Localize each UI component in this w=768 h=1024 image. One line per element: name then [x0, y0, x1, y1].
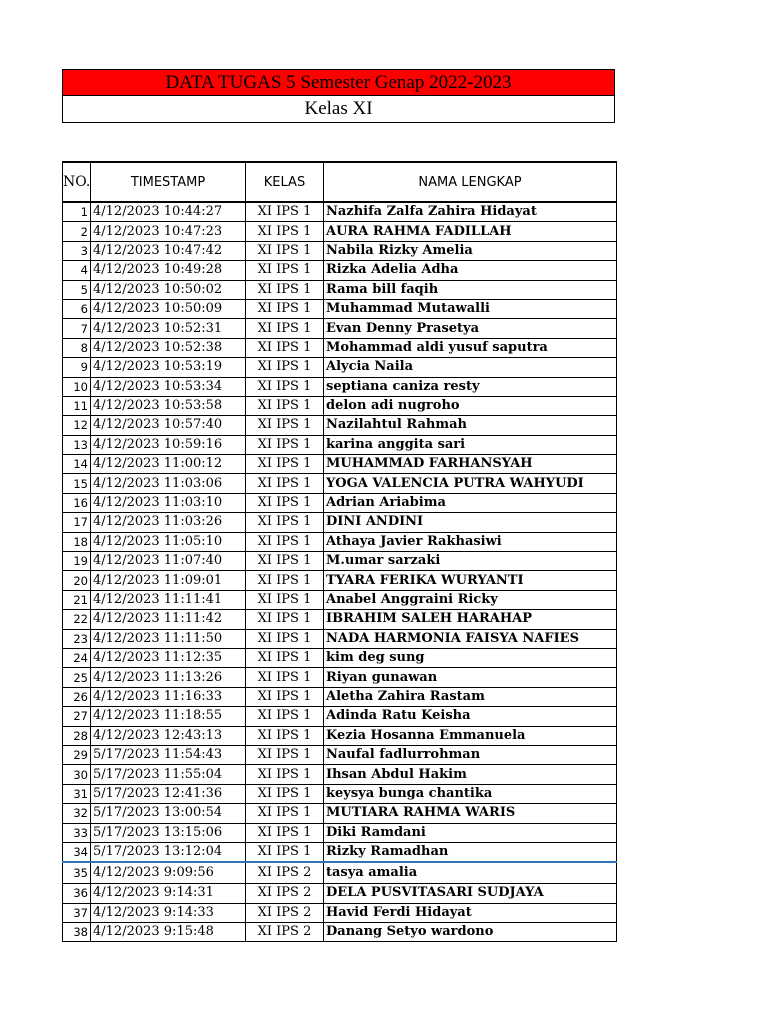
timestamp-cell[interactable]: 4/12/2023 10:49:28: [91, 261, 246, 280]
data-table: [62, 161, 617, 942]
table-row: [63, 455, 617, 474]
kelas-cell[interactable]: XI IPS 1: [246, 474, 324, 493]
timestamp-cell[interactable]: 4/12/2023 10:44:27: [91, 202, 246, 222]
nama-cell[interactable]: Athaya Javier Rakhasiwi: [324, 532, 617, 551]
row-number-cell[interactable]: 34: [63, 842, 91, 862]
table-row: [63, 435, 617, 454]
kelas-cell[interactable]: XI IPS 1: [246, 222, 324, 241]
kelas-cell[interactable]: XI IPS 1: [246, 377, 324, 396]
kelas-cell[interactable]: XI IPS 2: [246, 884, 324, 903]
timestamp-cell[interactable]: 5/17/2023 13:00:54: [91, 804, 246, 823]
table-row: [63, 804, 617, 823]
row-number-cell[interactable]: 21: [63, 590, 91, 609]
row-number-cell[interactable]: 36: [63, 884, 91, 903]
column-header-no: NO.: [63, 162, 91, 202]
nama-cell[interactable]: NADA HARMONIA FAISYA NAFIES: [324, 629, 617, 648]
timestamp-cell[interactable]: 5/17/2023 13:12:04: [91, 842, 246, 862]
kelas-cell[interactable]: XI IPS 1: [246, 823, 324, 842]
kelas-cell[interactable]: XI IPS 1: [246, 396, 324, 415]
nama-cell[interactable]: keysya bunga chantika: [324, 784, 617, 803]
timestamp-cell[interactable]: 4/12/2023 9:14:31: [91, 884, 246, 903]
table-row: [63, 493, 617, 512]
timestamp-cell[interactable]: 4/12/2023 10:59:16: [91, 435, 246, 454]
nama-cell[interactable]: Diki Ramdani: [324, 823, 617, 842]
table-row: [63, 552, 617, 571]
kelas-cell[interactable]: XI IPS 1: [246, 842, 324, 862]
table-row: [63, 823, 617, 842]
column-header-timestamp: TIMESTAMP: [91, 162, 246, 202]
kelas-cell[interactable]: XI IPS 1: [246, 455, 324, 474]
nama-cell[interactable]: Evan Denny Prasetya: [324, 319, 617, 338]
row-number-cell[interactable]: 23: [63, 629, 91, 648]
row-number-cell[interactable]: 38: [63, 923, 91, 942]
row-number-cell[interactable]: 8: [63, 338, 91, 357]
nama-cell[interactable]: Rama bill faqih: [324, 280, 617, 299]
row-number-cell[interactable]: 13: [63, 435, 91, 454]
nama-cell[interactable]: Adrian Ariabima: [324, 493, 617, 512]
row-number-cell[interactable]: 26: [63, 687, 91, 706]
kelas-cell[interactable]: XI IPS 1: [246, 319, 324, 338]
nama-cell[interactable]: Mohammad aldi yusuf saputra: [324, 338, 617, 357]
timestamp-cell[interactable]: 4/12/2023 10:50:02: [91, 280, 246, 299]
table-row: [63, 571, 617, 590]
timestamp-cell[interactable]: 4/12/2023 10:47:23: [91, 222, 246, 241]
nama-cell[interactable]: karina anggita sari: [324, 435, 617, 454]
kelas-cell[interactable]: XI IPS 2: [246, 923, 324, 942]
nama-cell[interactable]: Adinda Ratu Keisha: [324, 707, 617, 726]
table-row: [63, 261, 617, 280]
table-row: [63, 707, 617, 726]
kelas-cell[interactable]: XI IPS 2: [246, 862, 324, 884]
kelas-cell[interactable]: XI IPS 1: [246, 590, 324, 609]
nama-cell[interactable]: MUHAMMAD FARHANSYAH: [324, 455, 617, 474]
timestamp-cell[interactable]: 4/12/2023 9:09:56: [91, 862, 246, 884]
timestamp-cell[interactable]: 4/12/2023 11:11:41: [91, 590, 246, 609]
row-number-cell[interactable]: 22: [63, 610, 91, 629]
nama-cell[interactable]: Nabila Rizky Amelia: [324, 241, 617, 260]
nama-cell[interactable]: Naufal fadlurrohman: [324, 745, 617, 764]
nama-cell[interactable]: Kezia Hosanna Emmanuela: [324, 726, 617, 745]
kelas-cell[interactable]: XI IPS 1: [246, 280, 324, 299]
row-number-cell[interactable]: 28: [63, 726, 91, 745]
kelas-cell[interactable]: XI IPS 2: [246, 903, 324, 922]
row-number-cell[interactable]: 33: [63, 823, 91, 842]
table-row: [63, 532, 617, 551]
nama-cell[interactable]: septiana caniza resty: [324, 377, 617, 396]
nama-cell[interactable]: Riyan gunawan: [324, 668, 617, 687]
row-number-cell[interactable]: 35: [63, 862, 91, 884]
row-number-cell[interactable]: 29: [63, 745, 91, 764]
table-row: [63, 610, 617, 629]
table-row: [63, 396, 617, 415]
kelas-cell[interactable]: XI IPS 1: [246, 493, 324, 512]
nama-cell[interactable]: Aletha Zahira Rastam: [324, 687, 617, 706]
timestamp-cell[interactable]: 4/12/2023 10:52:38: [91, 338, 246, 357]
kelas-cell[interactable]: XI IPS 1: [246, 745, 324, 764]
table-row: [63, 726, 617, 745]
row-number-cell[interactable]: 37: [63, 903, 91, 922]
table-row: [63, 687, 617, 706]
kelas-cell[interactable]: XI IPS 1: [246, 435, 324, 454]
sheet-subtitle: [62, 96, 615, 123]
timestamp-cell[interactable]: 4/12/2023 11:07:40: [91, 552, 246, 571]
table-body: [63, 202, 617, 942]
row-number-cell[interactable]: 24: [63, 648, 91, 667]
row-number-cell[interactable]: 14: [63, 455, 91, 474]
timestamp-cell[interactable]: 4/12/2023 10:57:40: [91, 416, 246, 435]
timestamp-cell[interactable]: 4/12/2023 11:13:26: [91, 668, 246, 687]
timestamp-cell[interactable]: 4/12/2023 11:03:26: [91, 513, 246, 532]
timestamp-cell[interactable]: 5/17/2023 12:41:36: [91, 784, 246, 803]
timestamp-cell[interactable]: 4/12/2023 11:00:12: [91, 455, 246, 474]
table-row: [63, 648, 617, 667]
nama-cell[interactable]: Danang Setyo wardono: [324, 923, 617, 942]
sheet-title-text: DATA TUGAS 5 Semester Genap 2022-2023: [165, 71, 512, 93]
kelas-cell[interactable]: XI IPS 1: [246, 261, 324, 280]
table-row: [63, 338, 617, 357]
nama-cell[interactable]: IBRAHIM SALEH HARAHAP: [324, 610, 617, 629]
nama-cell[interactable]: MUTIARA RAHMA WARIS: [324, 804, 617, 823]
nama-cell[interactable]: Havid Ferdi Hidayat: [324, 903, 617, 922]
timestamp-cell[interactable]: 4/12/2023 11:18:55: [91, 707, 246, 726]
timestamp-cell[interactable]: 4/12/2023 11:16:33: [91, 687, 246, 706]
table-row: [63, 513, 617, 532]
timestamp-cell[interactable]: 4/12/2023 11:12:35: [91, 648, 246, 667]
nama-cell[interactable]: Rizky Ramadhan: [324, 842, 617, 862]
table-row: [63, 862, 617, 884]
row-number-cell[interactable]: 10: [63, 377, 91, 396]
row-number-cell[interactable]: 15: [63, 474, 91, 493]
timestamp-cell[interactable]: 4/12/2023 11:11:42: [91, 610, 246, 629]
sheet-subtitle-text: Kelas XI: [304, 98, 373, 119]
table-row: [63, 903, 617, 922]
row-number-cell[interactable]: 27: [63, 707, 91, 726]
timestamp-cell[interactable]: 5/17/2023 13:15:06: [91, 823, 246, 842]
row-number-cell[interactable]: 31: [63, 784, 91, 803]
table-row: [63, 842, 617, 862]
nama-cell[interactable]: TYARA FERIKA WURYANTI: [324, 571, 617, 590]
table-row: [63, 668, 617, 687]
row-number-cell[interactable]: 6: [63, 299, 91, 318]
timestamp-cell[interactable]: 4/12/2023 11:11:50: [91, 629, 246, 648]
nama-cell[interactable]: kim deg sung: [324, 648, 617, 667]
table-row: [63, 590, 617, 609]
kelas-cell[interactable]: XI IPS 1: [246, 707, 324, 726]
table-row: [63, 629, 617, 648]
row-number-cell[interactable]: 18: [63, 532, 91, 551]
table-row: [63, 377, 617, 396]
kelas-cell[interactable]: XI IPS 1: [246, 532, 324, 551]
timestamp-cell[interactable]: 4/12/2023 10:47:42: [91, 241, 246, 260]
row-number-cell[interactable]: 7: [63, 319, 91, 338]
kelas-cell[interactable]: XI IPS 1: [246, 804, 324, 823]
row-number-cell[interactable]: 9: [63, 358, 91, 377]
timestamp-cell[interactable]: 4/12/2023 11:05:10: [91, 532, 246, 551]
kelas-cell[interactable]: XI IPS 1: [246, 513, 324, 532]
nama-cell[interactable]: Nazilahtul Rahmah: [324, 416, 617, 435]
row-number-cell[interactable]: 19: [63, 552, 91, 571]
kelas-cell[interactable]: XI IPS 1: [246, 552, 324, 571]
table-row: [63, 474, 617, 493]
timestamp-cell[interactable]: 5/17/2023 11:54:43: [91, 745, 246, 764]
table-row: [63, 299, 617, 318]
row-number-cell[interactable]: 11: [63, 396, 91, 415]
timestamp-cell[interactable]: 4/12/2023 10:53:19: [91, 358, 246, 377]
table-row: [63, 416, 617, 435]
kelas-cell[interactable]: XI IPS 1: [246, 784, 324, 803]
kelas-cell[interactable]: XI IPS 1: [246, 726, 324, 745]
kelas-cell[interactable]: XI IPS 1: [246, 416, 324, 435]
row-number-cell[interactable]: 2: [63, 222, 91, 241]
timestamp-cell[interactable]: 4/12/2023 9:15:48: [91, 923, 246, 942]
table-row: [63, 202, 617, 222]
row-number-cell[interactable]: 5: [63, 280, 91, 299]
kelas-cell[interactable]: XI IPS 1: [246, 299, 324, 318]
timestamp-cell[interactable]: 4/12/2023 10:52:31: [91, 319, 246, 338]
row-number-cell[interactable]: 1: [63, 202, 91, 222]
table-row: [63, 884, 617, 903]
row-number-cell[interactable]: 16: [63, 493, 91, 512]
kelas-cell[interactable]: XI IPS 1: [246, 338, 324, 357]
row-number-cell[interactable]: 17: [63, 513, 91, 532]
nama-cell[interactable]: Nazhifa Zalfa Zahira Hidayat: [324, 202, 617, 222]
nama-cell[interactable]: Muhammad Mutawalli: [324, 299, 617, 318]
timestamp-cell[interactable]: 4/12/2023 10:53:34: [91, 377, 246, 396]
timestamp-cell[interactable]: 4/12/2023 11:03:10: [91, 493, 246, 512]
kelas-cell[interactable]: XI IPS 1: [246, 358, 324, 377]
nama-cell[interactable]: delon adi nugroho: [324, 396, 617, 415]
kelas-cell[interactable]: XI IPS 1: [246, 687, 324, 706]
timestamp-cell[interactable]: 4/12/2023 10:53:58: [91, 396, 246, 415]
kelas-cell[interactable]: XI IPS 1: [246, 202, 324, 222]
table-header-row: [63, 162, 617, 202]
column-header-nama: NAMA LENGKAP: [324, 162, 617, 202]
timestamp-cell[interactable]: 4/12/2023 9:14:33: [91, 903, 246, 922]
row-number-cell[interactable]: 30: [63, 765, 91, 784]
nama-cell[interactable]: Ihsan Abdul Hakim: [324, 765, 617, 784]
table-row: [63, 319, 617, 338]
table-row: [63, 745, 617, 764]
kelas-cell[interactable]: XI IPS 1: [246, 629, 324, 648]
kelas-cell[interactable]: XI IPS 1: [246, 648, 324, 667]
row-number-cell[interactable]: 20: [63, 571, 91, 590]
nama-cell[interactable]: YOGA VALENCIA PUTRA WAHYUDI: [324, 474, 617, 493]
nama-cell[interactable]: AURA RAHMA FADILLAH: [324, 222, 617, 241]
timestamp-cell[interactable]: 4/12/2023 11:09:01: [91, 571, 246, 590]
table-row: [63, 923, 617, 942]
nama-cell[interactable]: DINI ANDINI: [324, 513, 617, 532]
nama-cell[interactable]: M.umar sarzaki: [324, 552, 617, 571]
nama-cell[interactable]: Rizka Adelia Adha: [324, 261, 617, 280]
timestamp-cell[interactable]: 5/17/2023 11:55:04: [91, 765, 246, 784]
kelas-cell[interactable]: XI IPS 1: [246, 765, 324, 784]
timestamp-cell[interactable]: 4/12/2023 11:03:06: [91, 474, 246, 493]
nama-cell[interactable]: DELA PUSVITASARI SUDJAYA: [324, 884, 617, 903]
table-row: [63, 784, 617, 803]
table-row: [63, 241, 617, 260]
nama-cell[interactable]: tasya amalia: [324, 862, 617, 884]
table-row: [63, 222, 617, 241]
kelas-cell[interactable]: XI IPS 1: [246, 571, 324, 590]
timestamp-cell[interactable]: 4/12/2023 10:50:09: [91, 299, 246, 318]
sheet-title: [62, 69, 615, 96]
nama-cell[interactable]: Alycia Naila: [324, 358, 617, 377]
kelas-cell[interactable]: XI IPS 1: [246, 241, 324, 260]
row-number-cell[interactable]: 12: [63, 416, 91, 435]
row-number-cell[interactable]: 32: [63, 804, 91, 823]
table-row: [63, 765, 617, 784]
kelas-cell[interactable]: XI IPS 1: [246, 668, 324, 687]
row-number-cell[interactable]: 25: [63, 668, 91, 687]
column-header-kelas: KELAS: [246, 162, 324, 202]
row-number-cell[interactable]: 3: [63, 241, 91, 260]
kelas-cell[interactable]: XI IPS 1: [246, 610, 324, 629]
table-row: [63, 358, 617, 377]
row-number-cell[interactable]: 4: [63, 261, 91, 280]
timestamp-cell[interactable]: 4/12/2023 12:43:13: [91, 726, 246, 745]
nama-cell[interactable]: Anabel Anggraini Ricky: [324, 590, 617, 609]
table-row: [63, 280, 617, 299]
